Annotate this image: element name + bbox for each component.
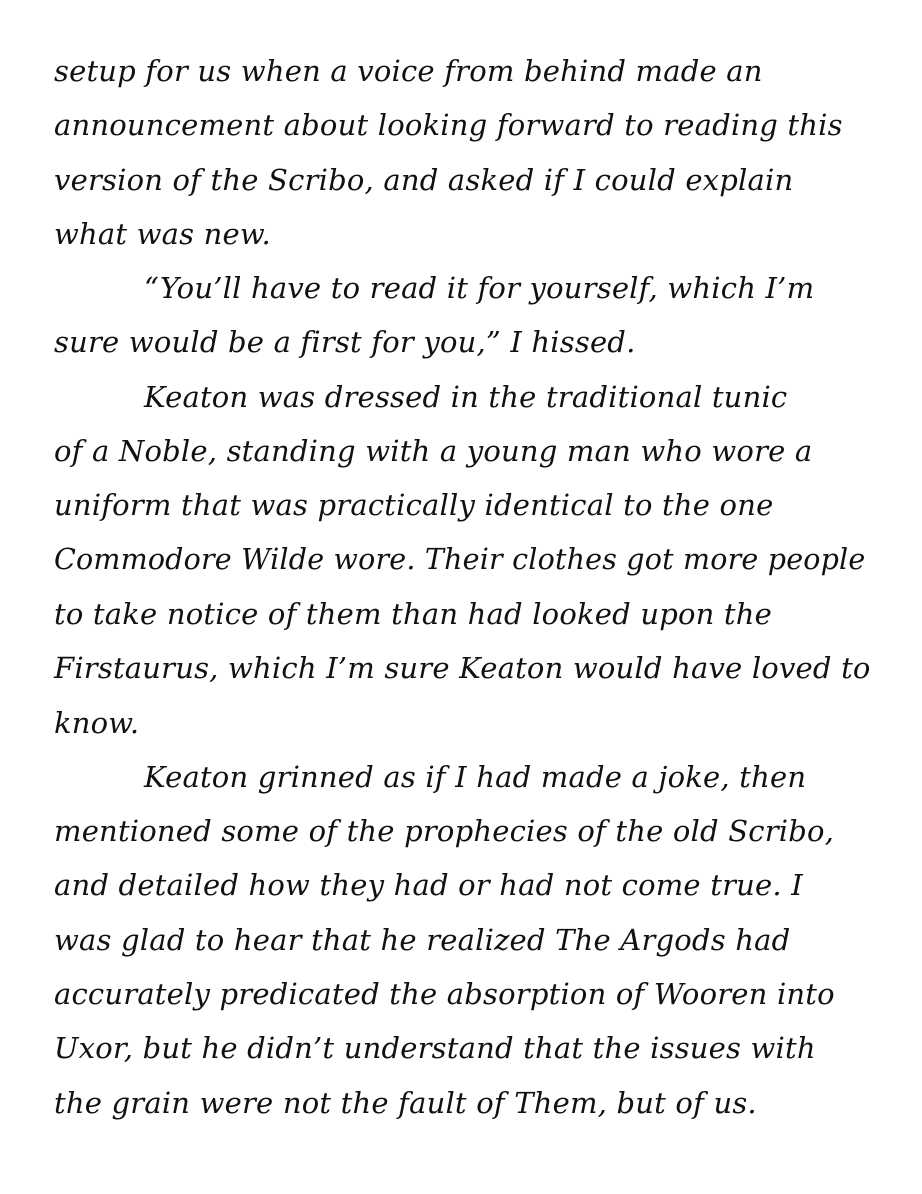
text-line: Firstaurus, which I’m sure Keaton would have loved to [54,651,871,686]
text-line: accurately predicated the absorption of Wooren into [54,977,835,1012]
text-line: setup for us when a voice from behind made an [54,54,763,88]
text-line: Uxor, but he didn’t understand that the issues with [54,1031,816,1066]
text-line: know. [54,705,140,740]
body-text [54,44,874,1130]
text-line: version of the Scribo, and asked if I could explain [54,162,794,197]
text-line: Commodore Wilde wore. Their clothes got more people [54,542,866,576]
text-line: the grain were not the fault of Them, but of us. [54,1085,757,1120]
text-line: was glad to hear that he realized The Argods had [54,922,791,957]
text-line: to take notice of them than had looked upon the [54,596,773,631]
text-line: of a Noble, standing with a young man who wore a [54,434,813,469]
text-line: “You’ll have to read it for yourself, which I’m [144,271,815,306]
text-line: announcement about looking forward to reading this [54,108,843,143]
text-line: Keaton was dressed in the traditional tunic [144,379,788,414]
text-line: sure would be a first for you,” I hissed. [54,325,636,360]
text-line: what was new. [54,216,271,251]
text-line: Keaton grinned as if I had made a joke, then [144,759,807,794]
text-line: uniform that was practically identical to the one [54,488,774,523]
text-line: mentioned some of the prophecies of the old Scribo, [54,814,835,849]
text-line: and detailed how they had or had not come true. I [54,868,803,903]
